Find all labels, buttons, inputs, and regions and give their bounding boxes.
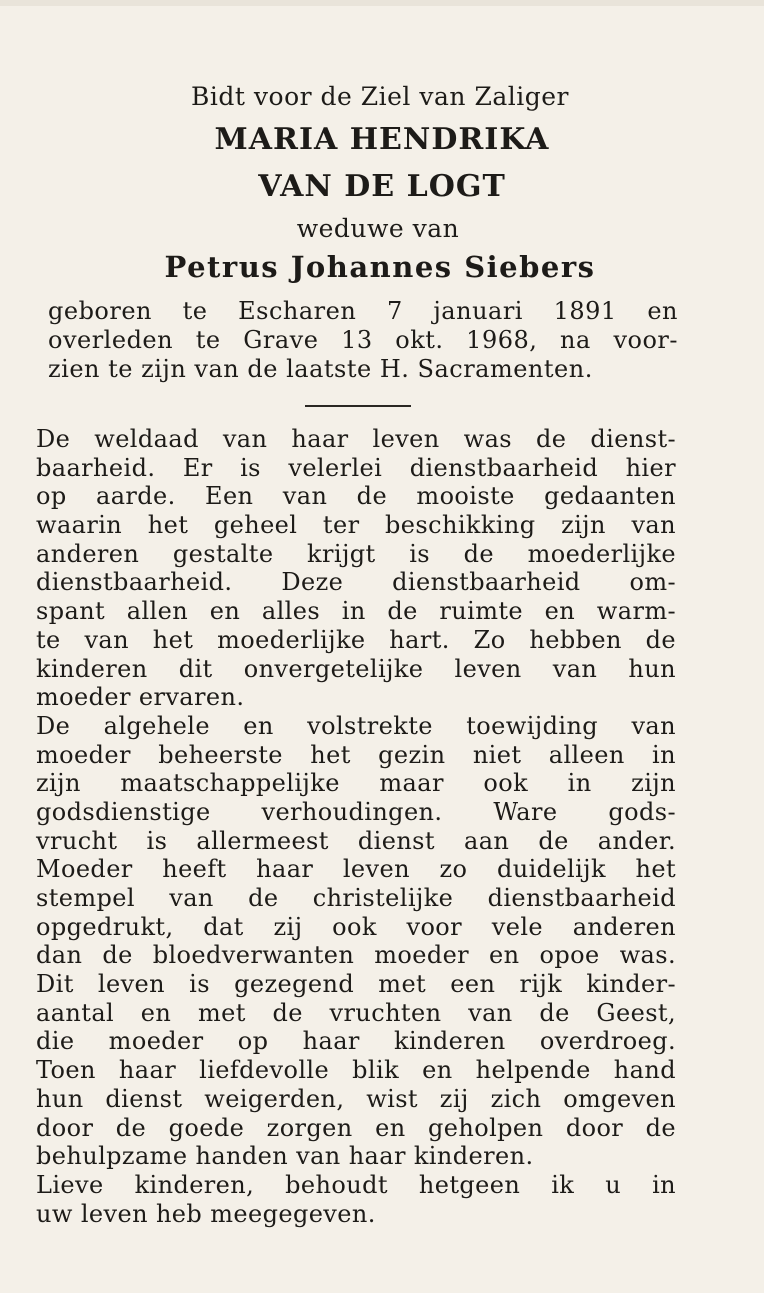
text-line: die moeder op haar kinderen overdroeg. (36, 1027, 676, 1056)
text-line: baarheid. Er is velerlei dienstbaarheid hier (36, 453, 676, 482)
details-line: overleden te Grave 13 okt. 1968, na voor- (48, 326, 678, 354)
text-line: waarin het geheel ter beschikking zijn van (36, 511, 676, 540)
text-line: Dit leven is gezegend met een rijk kinder- (36, 970, 676, 999)
text-line: dienstbaarheid. Deze dienstbaarheid om- (36, 568, 676, 597)
text-line: stempel van de christelijke dienstbaarheid (36, 884, 676, 912)
widow-of-line: weduwe van (296, 214, 460, 243)
text-line: te van het moederlijke hart. Zo hebben de (36, 625, 676, 654)
text-line: aantal en met de vruchten van de Geest, (36, 998, 676, 1027)
text-line: Moeder heeft haar leven zo duidelijk het (36, 855, 676, 884)
memorial-text (36, 425, 676, 1228)
divider-rule (305, 405, 411, 407)
text-line: godsdienstige verhoudingen. Ware gods- (36, 797, 676, 826)
text-line: De algehele en volstrekte toewijding van (36, 711, 676, 740)
text-line: anderen gestalte krijgt is de moederlijke (36, 539, 676, 568)
text-line: behulpzame handen van haar kinderen. (36, 1142, 534, 1171)
details-line: zien te zijn van de laatste H. Sacramenten. (48, 355, 593, 383)
text-line: Toen haar liefdevolle blik en helpende hand (36, 1056, 676, 1085)
details-line: geboren te Escharen 7 januari 1891 en (48, 297, 678, 325)
text-line: uw leven heb meegegeven. (36, 1199, 376, 1228)
text-line: Lieve kinderen, behoudt hetgeen ik u in (36, 1170, 676, 1199)
text-line: De weldaad van haar leven was de dienst- (36, 425, 676, 453)
husband-name: Petrus Johannes Siebers (164, 250, 596, 284)
text-line: moeder ervaren. (36, 683, 245, 712)
text-line: opgedrukt, dat zij ook voor vele anderen (36, 912, 676, 941)
intro-line: Bidt voor de Ziel van Zaliger (191, 82, 569, 111)
text-line: spant allen en alles in de ruimte en warm- (36, 597, 676, 626)
text-line: hun dienst weigerden, wist zij zich omgeven (36, 1084, 676, 1113)
text-line: dan de bloedverwanten moeder en opoe was. (36, 941, 676, 970)
text-line: moeder beheerste het gezin niet alleen in (36, 740, 676, 769)
deceased-name-first: MARIA HENDRIKA (214, 122, 550, 157)
deceased-name-last: VAN DE LOGT (258, 169, 506, 204)
text-line: zijn maatschappelijke maar ook in zijn (36, 769, 676, 798)
card-edge (0, 0, 764, 6)
text-line: door de goede zorgen en geholpen door de (36, 1113, 676, 1142)
life-details (48, 297, 678, 384)
text-line: kinderen dit onvergetelijke leven van hun (36, 654, 676, 683)
text-line: op aarde. Een van de mooiste gedaanten (36, 482, 676, 511)
text-line: vrucht is allermeest dienst aan de ander. (36, 826, 676, 855)
